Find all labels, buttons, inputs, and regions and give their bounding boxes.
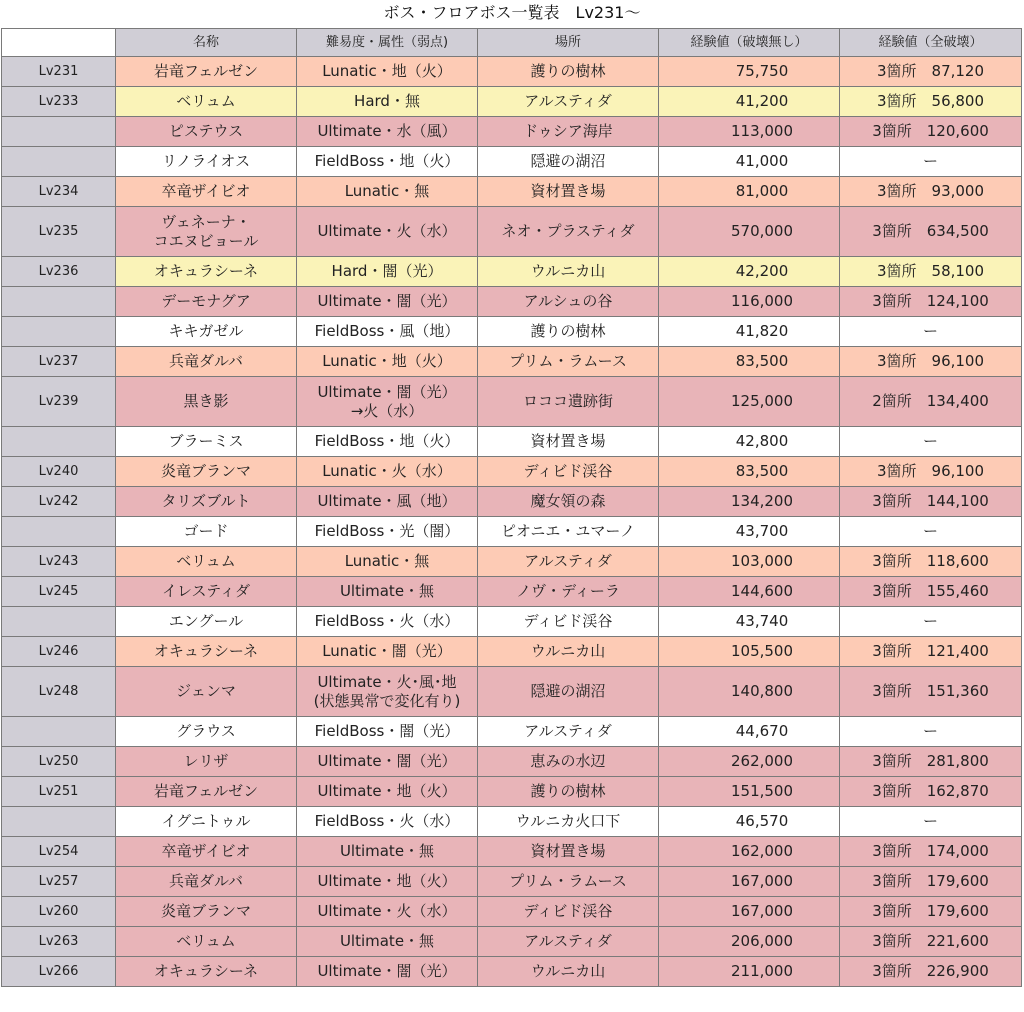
exp-full-break-cell: 3箇所 179,600 bbox=[840, 867, 1022, 897]
level-cell bbox=[2, 287, 116, 317]
exp-full-break-cell: 3箇所 96,100 bbox=[840, 457, 1022, 487]
difficulty-cell: Ultimate・無 bbox=[297, 927, 478, 957]
location-cell: ディビド渓谷 bbox=[478, 457, 659, 487]
level-cell bbox=[2, 427, 116, 457]
location-cell: 隠避の湖沼 bbox=[478, 667, 659, 717]
table-row bbox=[2, 517, 1022, 547]
exp-no-break-cell: 167,000 bbox=[659, 867, 840, 897]
table-row bbox=[2, 287, 1022, 317]
boss-name-cell: 岩竜フェルゼン bbox=[116, 777, 297, 807]
exp-full-break-cell: 3箇所 87,120 bbox=[840, 57, 1022, 87]
exp-full-break-cell: 3箇所 281,800 bbox=[840, 747, 1022, 777]
location-cell: ウルニカ山 bbox=[478, 257, 659, 287]
difficulty-cell: Ultimate・火（水） bbox=[297, 207, 478, 257]
boss-name-cell: キキガゼル bbox=[116, 317, 297, 347]
exp-no-break-cell: 75,750 bbox=[659, 57, 840, 87]
table-row bbox=[2, 777, 1022, 807]
table-row bbox=[2, 927, 1022, 957]
boss-name-cell: 黒き影 bbox=[116, 377, 297, 427]
level-cell bbox=[2, 607, 116, 637]
table-row bbox=[2, 487, 1022, 517]
difficulty-cell: Ultimate・闇（光） bbox=[297, 287, 478, 317]
exp-full-break-cell: 3箇所 144,100 bbox=[840, 487, 1022, 517]
level-cell: Lv234 bbox=[2, 177, 116, 207]
exp-no-break-cell: 144,600 bbox=[659, 577, 840, 607]
table-row bbox=[2, 87, 1022, 117]
table-row bbox=[2, 427, 1022, 457]
difficulty-cell: FieldBoss・光（闇） bbox=[297, 517, 478, 547]
location-cell: 資材置き場 bbox=[478, 427, 659, 457]
exp-full-break-cell: 3箇所 162,870 bbox=[840, 777, 1022, 807]
exp-no-break-cell: 46,570 bbox=[659, 807, 840, 837]
exp-no-break-cell: 41,000 bbox=[659, 147, 840, 177]
table-row bbox=[2, 747, 1022, 777]
level-cell: Lv231 bbox=[2, 57, 116, 87]
exp-no-break-cell: 162,000 bbox=[659, 837, 840, 867]
location-cell: ロココ遺跡街 bbox=[478, 377, 659, 427]
exp-full-break-cell: 3箇所 174,000 bbox=[840, 837, 1022, 867]
table-row bbox=[2, 177, 1022, 207]
exp-full-break-cell: 3箇所 226,900 bbox=[840, 957, 1022, 987]
level-cell: Lv248 bbox=[2, 667, 116, 717]
location-cell: 隠避の湖沼 bbox=[478, 147, 659, 177]
difficulty-cell: Ultimate・風（地） bbox=[297, 487, 478, 517]
boss-name-cell: ブラーミス bbox=[116, 427, 297, 457]
level-cell: Lv251 bbox=[2, 777, 116, 807]
difficulty-cell: Ultimate・闇（光） →火（水） bbox=[297, 377, 478, 427]
exp-full-break-cell: 3箇所 96,100 bbox=[840, 347, 1022, 377]
table-row bbox=[2, 257, 1022, 287]
level-cell: Lv246 bbox=[2, 637, 116, 667]
difficulty-cell: Ultimate・闇（光） bbox=[297, 957, 478, 987]
location-cell: 護りの樹林 bbox=[478, 317, 659, 347]
location-cell: 資材置き場 bbox=[478, 177, 659, 207]
difficulty-cell: FieldBoss・闇（光） bbox=[297, 717, 478, 747]
table-row bbox=[2, 957, 1022, 987]
table-row bbox=[2, 607, 1022, 637]
exp-no-break-cell: 134,200 bbox=[659, 487, 840, 517]
boss-name-cell: ジェンマ bbox=[116, 667, 297, 717]
exp-full-break-cell: 3箇所 121,400 bbox=[840, 637, 1022, 667]
level-cell: Lv233 bbox=[2, 87, 116, 117]
boss-name-cell: レリザ bbox=[116, 747, 297, 777]
page-title: ボス・フロアボス一覧表 Lv231～ bbox=[383, 3, 641, 22]
location-cell: 護りの樹林 bbox=[478, 777, 659, 807]
boss-name-cell: ヴェネーナ・ コエヌビョール bbox=[116, 207, 297, 257]
boss-name-cell: 卒竜ザイビオ bbox=[116, 177, 297, 207]
location-cell: ネオ・プラスティダ bbox=[478, 207, 659, 257]
header-difficulty: 難易度・属性（弱点) bbox=[297, 29, 478, 57]
exp-full-break-cell: 3箇所 120,600 bbox=[840, 117, 1022, 147]
header-level bbox=[2, 29, 116, 57]
header-exp-full-break: 経験値（全破壊） bbox=[840, 29, 1022, 57]
difficulty-cell: Ultimate・地（火） bbox=[297, 867, 478, 897]
boss-name-cell: リノライオス bbox=[116, 147, 297, 177]
boss-name-cell: ベリュム bbox=[116, 927, 297, 957]
location-cell: ディビド渓谷 bbox=[478, 897, 659, 927]
exp-no-break-cell: 44,670 bbox=[659, 717, 840, 747]
location-cell: ウルニカ火口下 bbox=[478, 807, 659, 837]
location-cell: アルスティダ bbox=[478, 547, 659, 577]
table-row bbox=[2, 207, 1022, 257]
level-cell: Lv239 bbox=[2, 377, 116, 427]
exp-full-break-cell: 3箇所 93,000 bbox=[840, 177, 1022, 207]
level-cell: Lv242 bbox=[2, 487, 116, 517]
exp-no-break-cell: 167,000 bbox=[659, 897, 840, 927]
exp-full-break-cell: 3箇所 151,360 bbox=[840, 667, 1022, 717]
table-row bbox=[2, 807, 1022, 837]
boss-name-cell: 炎竜ブランマ bbox=[116, 457, 297, 487]
boss-name-cell: オキュラシーネ bbox=[116, 637, 297, 667]
level-cell: Lv263 bbox=[2, 927, 116, 957]
exp-full-break-cell: ー bbox=[840, 517, 1022, 547]
exp-full-break-cell: 3箇所 58,100 bbox=[840, 257, 1022, 287]
boss-name-cell: オキュラシーネ bbox=[116, 257, 297, 287]
location-cell: アルスティダ bbox=[478, 717, 659, 747]
difficulty-cell: Lunatic・火（水） bbox=[297, 457, 478, 487]
level-cell: Lv260 bbox=[2, 897, 116, 927]
exp-no-break-cell: 140,800 bbox=[659, 667, 840, 717]
exp-full-break-cell: 3箇所 124,100 bbox=[840, 287, 1022, 317]
table-row bbox=[2, 57, 1022, 87]
exp-full-break-cell: 3箇所 221,600 bbox=[840, 927, 1022, 957]
exp-no-break-cell: 41,200 bbox=[659, 87, 840, 117]
exp-no-break-cell: 43,700 bbox=[659, 517, 840, 547]
exp-full-break-cell: 3箇所 118,600 bbox=[840, 547, 1022, 577]
level-cell: Lv235 bbox=[2, 207, 116, 257]
boss-name-cell: ベリュム bbox=[116, 547, 297, 577]
location-cell: ディビド渓谷 bbox=[478, 607, 659, 637]
location-cell: プリム・ラムース bbox=[478, 347, 659, 377]
difficulty-cell: FieldBoss・火（水） bbox=[297, 607, 478, 637]
difficulty-cell: Ultimate・無 bbox=[297, 837, 478, 867]
difficulty-cell: Lunatic・無 bbox=[297, 547, 478, 577]
table-row bbox=[2, 637, 1022, 667]
exp-no-break-cell: 116,000 bbox=[659, 287, 840, 317]
table-row bbox=[2, 867, 1022, 897]
level-cell: Lv245 bbox=[2, 577, 116, 607]
exp-no-break-cell: 211,000 bbox=[659, 957, 840, 987]
exp-no-break-cell: 570,000 bbox=[659, 207, 840, 257]
exp-full-break-cell: 3箇所 634,500 bbox=[840, 207, 1022, 257]
location-cell: 護りの樹林 bbox=[478, 57, 659, 87]
location-cell: アルスティダ bbox=[478, 87, 659, 117]
table-row bbox=[2, 457, 1022, 487]
table-row bbox=[2, 897, 1022, 927]
boss-name-cell: タリズブルト bbox=[116, 487, 297, 517]
table-row bbox=[2, 547, 1022, 577]
exp-no-break-cell: 81,000 bbox=[659, 177, 840, 207]
table-row bbox=[2, 837, 1022, 867]
boss-name-cell: ゴード bbox=[116, 517, 297, 547]
level-cell bbox=[2, 717, 116, 747]
location-cell: ドゥシア海岸 bbox=[478, 117, 659, 147]
location-cell: プリム・ラムース bbox=[478, 867, 659, 897]
boss-name-cell: 兵竜ダルバ bbox=[116, 867, 297, 897]
table-row bbox=[2, 347, 1022, 377]
table-row bbox=[2, 117, 1022, 147]
difficulty-cell: Lunatic・無 bbox=[297, 177, 478, 207]
boss-name-cell: 兵竜ダルバ bbox=[116, 347, 297, 377]
header-row bbox=[2, 29, 1022, 57]
table-row bbox=[2, 667, 1022, 717]
boss-name-cell: イグニトゥル bbox=[116, 807, 297, 837]
level-cell: Lv240 bbox=[2, 457, 116, 487]
boss-name-cell: 岩竜フェルゼン bbox=[116, 57, 297, 87]
level-cell: Lv254 bbox=[2, 837, 116, 867]
level-cell bbox=[2, 117, 116, 147]
level-cell bbox=[2, 317, 116, 347]
difficulty-cell: Lunatic・地（火） bbox=[297, 347, 478, 377]
exp-full-break-cell: ー bbox=[840, 717, 1022, 747]
exp-full-break-cell: 3箇所 56,800 bbox=[840, 87, 1022, 117]
exp-no-break-cell: 42,800 bbox=[659, 427, 840, 457]
level-cell: Lv243 bbox=[2, 547, 116, 577]
boss-name-cell: ベリュム bbox=[116, 87, 297, 117]
boss-name-cell: イレスティダ bbox=[116, 577, 297, 607]
boss-name-cell: 炎竜ブランマ bbox=[116, 897, 297, 927]
exp-full-break-cell: ー bbox=[840, 427, 1022, 457]
boss-name-cell: ピステウス bbox=[116, 117, 297, 147]
difficulty-cell: FieldBoss・火（水） bbox=[297, 807, 478, 837]
exp-no-break-cell: 262,000 bbox=[659, 747, 840, 777]
table-row bbox=[2, 377, 1022, 427]
exp-no-break-cell: 105,500 bbox=[659, 637, 840, 667]
exp-full-break-cell: ー bbox=[840, 607, 1022, 637]
location-cell: 魔女領の森 bbox=[478, 487, 659, 517]
level-cell: Lv266 bbox=[2, 957, 116, 987]
header-exp-no-break: 経験値（破壊無し） bbox=[659, 29, 840, 57]
header-name: 名称 bbox=[116, 29, 297, 57]
level-cell bbox=[2, 147, 116, 177]
exp-full-break-cell: ー bbox=[840, 317, 1022, 347]
location-cell: ピオニエ・ユマーノ bbox=[478, 517, 659, 547]
boss-name-cell: オキュラシーネ bbox=[116, 957, 297, 987]
location-cell: 資材置き場 bbox=[478, 837, 659, 867]
level-cell: Lv250 bbox=[2, 747, 116, 777]
level-cell bbox=[2, 807, 116, 837]
difficulty-cell: Lunatic・地（火） bbox=[297, 57, 478, 87]
difficulty-cell: Hard・無 bbox=[297, 87, 478, 117]
exp-no-break-cell: 113,000 bbox=[659, 117, 840, 147]
level-cell: Lv257 bbox=[2, 867, 116, 897]
table-row bbox=[2, 147, 1022, 177]
exp-no-break-cell: 125,000 bbox=[659, 377, 840, 427]
exp-no-break-cell: 206,000 bbox=[659, 927, 840, 957]
difficulty-cell: FieldBoss・風（地） bbox=[297, 317, 478, 347]
boss-name-cell: デーモナグア bbox=[116, 287, 297, 317]
level-cell bbox=[2, 517, 116, 547]
exp-full-break-cell: 3箇所 179,600 bbox=[840, 897, 1022, 927]
exp-no-break-cell: 103,000 bbox=[659, 547, 840, 577]
table-row bbox=[2, 317, 1022, 347]
exp-no-break-cell: 151,500 bbox=[659, 777, 840, 807]
difficulty-cell: FieldBoss・地（火） bbox=[297, 147, 478, 177]
exp-no-break-cell: 83,500 bbox=[659, 347, 840, 377]
exp-no-break-cell: 41,820 bbox=[659, 317, 840, 347]
location-cell: アルスティダ bbox=[478, 927, 659, 957]
exp-no-break-cell: 83,500 bbox=[659, 457, 840, 487]
exp-full-break-cell: ー bbox=[840, 147, 1022, 177]
exp-no-break-cell: 43,740 bbox=[659, 607, 840, 637]
exp-full-break-cell: ー bbox=[840, 807, 1022, 837]
boss-name-cell: グラウス bbox=[116, 717, 297, 747]
table-row bbox=[2, 577, 1022, 607]
location-cell: ノヴ・ディーラ bbox=[478, 577, 659, 607]
difficulty-cell: Lunatic・闇（光） bbox=[297, 637, 478, 667]
boss-name-cell: エングール bbox=[116, 607, 297, 637]
location-cell: アルシュの谷 bbox=[478, 287, 659, 317]
location-cell: 恵みの水辺 bbox=[478, 747, 659, 777]
difficulty-cell: FieldBoss・地（火） bbox=[297, 427, 478, 457]
difficulty-cell: Ultimate・無 bbox=[297, 577, 478, 607]
header-location: 場所 bbox=[478, 29, 659, 57]
location-cell: ウルニカ山 bbox=[478, 637, 659, 667]
difficulty-cell: Ultimate・水（風） bbox=[297, 117, 478, 147]
difficulty-cell: Ultimate・地（火） bbox=[297, 777, 478, 807]
difficulty-cell: Hard・闇（光） bbox=[297, 257, 478, 287]
difficulty-cell: Ultimate・闇（光） bbox=[297, 747, 478, 777]
level-cell: Lv236 bbox=[2, 257, 116, 287]
difficulty-cell: Ultimate・火･風･地 (状態異常で変化有り) bbox=[297, 667, 478, 717]
difficulty-cell: Ultimate・火（水） bbox=[297, 897, 478, 927]
exp-no-break-cell: 42,200 bbox=[659, 257, 840, 287]
boss-name-cell: 卒竜ザイビオ bbox=[116, 837, 297, 867]
boss-table bbox=[1, 28, 1022, 987]
exp-full-break-cell: 2箇所 134,400 bbox=[840, 377, 1022, 427]
level-cell: Lv237 bbox=[2, 347, 116, 377]
location-cell: ウルニカ山 bbox=[478, 957, 659, 987]
exp-full-break-cell: 3箇所 155,460 bbox=[840, 577, 1022, 607]
table-row bbox=[2, 717, 1022, 747]
